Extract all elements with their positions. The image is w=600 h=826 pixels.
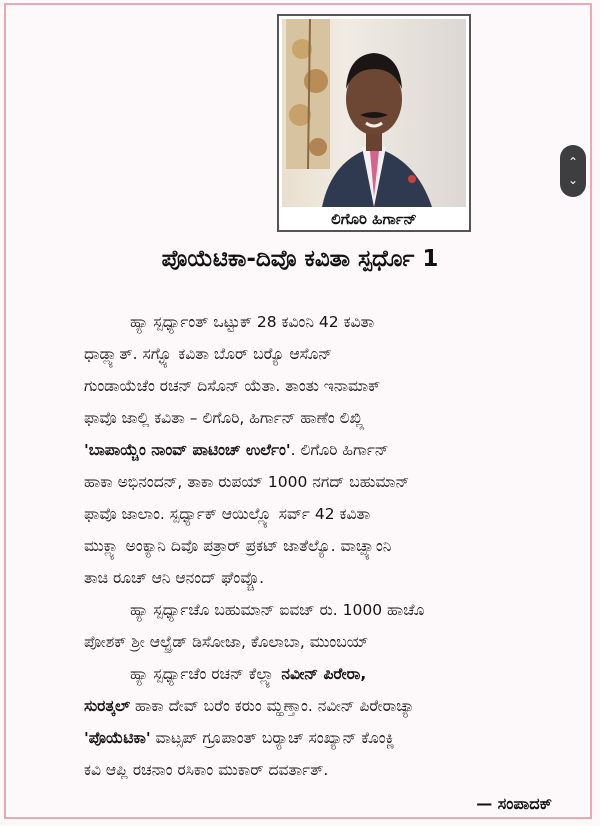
article-headline: ಪೊಯೆಟಿಕಾ-ದಿವೊ ಕವಿತಾ ಸ್ಪರ್ಧೊ 1 xyxy=(161,246,439,272)
article-line xyxy=(84,434,576,466)
body-text: ಹ್ಯಾ ಸ್ಪರ್ಧ್ಯಾಂತ್ ಒಟ್ಟುಕ್ 28 ಕವಿಂನಿ 42 ಕವಿತಾ xyxy=(130,313,375,331)
article-line xyxy=(84,594,576,626)
scroll-control[interactable] xyxy=(560,145,586,197)
body-text: ವಾಟ್ಸಪ್ ಗ್ರೂಪಾಂತ್ ಬರ್‍ಯಾಚ್ ಸಂಖ್ಯಾನ್ ಕೊಂಕ್ಣಿ xyxy=(150,729,396,747)
article-line xyxy=(84,530,576,562)
author-photo-frame xyxy=(277,14,471,232)
chevron-down-icon[interactable]: ⌄ xyxy=(567,173,579,187)
article-line xyxy=(84,338,576,370)
emphasis-text: 'ಬಾಪಾಯ್ಚೆಂ ನಾಂವ್ ಪಾಟಿಂಚ್ ಉರ್ಲೆಂ' xyxy=(84,441,291,459)
body-text: ಧಾಡ್ಲ್ಯಾತ್. ಸಗ್ಳ್ಯೊ ಕವಿತಾ ಬೊರ್ ಬರ್‍ಯೊ ಆಸೊನ್ xyxy=(84,345,332,363)
body-text: ಮುಕ್ಲ್ಯಾ ಅಂಕ್ಯಾನಿ ದಿವೊ ಪತ್ರಾರ್ ಪ್ರಕಟ್ ಜಾತೆಲ್ಯೊ. ವಾಚ್ಪ್ಯಾಂನಿ xyxy=(84,537,392,555)
article-line xyxy=(84,754,576,786)
article-line xyxy=(84,658,576,690)
article-line xyxy=(84,306,576,338)
article-line xyxy=(84,562,576,594)
body-text: ತಾಚಿ ರೂಚ್ ಆನಿ ಆನಂದ್ ಘೆಂವ್ಚೊ. xyxy=(84,569,265,587)
body-text: ಪೋಶಕ್ ಶ್ರೀ ಆಲ್ಫ್ರೆಡ್ ಡಿಸೋಜಾ, ಕೊಲಾಬಾ, ಮುಂಬಯ್ xyxy=(84,633,369,651)
body-text: ಫಾವೊ ಜಾಲ್ಲಿ ಕವಿತಾ – ಲಿಗೊರಿ, ಹಿರ್ಗಾನ್ ಹಾಣೆಂ ಲಿಖ್ಲ್ಲಿ xyxy=(84,409,366,427)
article-line xyxy=(84,466,576,498)
article-line xyxy=(84,690,576,722)
article-body xyxy=(84,306,576,786)
article-line xyxy=(84,498,576,530)
emphasis-text: 'ಪೊಯೆಟಿಕಾ' xyxy=(84,729,151,747)
photo-caption: ಲಿಗೊರಿ ಹಿರ್ಗಾನ್ xyxy=(331,210,417,228)
chevron-up-icon[interactable]: ⌃ xyxy=(567,155,579,169)
emphasis-text: ಸುರತ್ಕಲ್ xyxy=(84,697,131,715)
body-text: . ಲಿಗೊರಿ ಹಿರ್ಗಾನ್ xyxy=(290,441,389,459)
body-text: ಫಾವೊ ಜಾಲಾಂ. ಸ್ಪರ್ಧ್ಯಾಕ್ ಆಯಿಲ್ಲ್ಯೊ ಸರ್ವ್ 42 ಕವಿತಾ xyxy=(84,505,371,523)
body-text: ಹಾಕಾ ಅಭಿನಂದನ್, ತಾಕಾ ರುಪಯ್ 1000 ನಗದ್ ಬಹುಮಾನ್ xyxy=(84,473,410,491)
article-line xyxy=(84,722,576,754)
body-text: ಹ್ಯಾ ಸ್ಪರ್ಧ್ಯಾಚೊ ಬಹುಮಾನ್ ಐವಜ್ ರು. 1000 ಹಾಚೊ xyxy=(130,601,425,619)
editor-signature: — ಸಂಪಾದಕ್ xyxy=(476,794,552,813)
body-text: ಹ್ಯಾ ಸ್ಪರ್ಧ್ಯಾಚೆಂ ರಚನ್ ಕೆಲ್ಲ್ಯಾ xyxy=(130,665,282,683)
body-text: ಹಾಕಾ ದೇವ್ ಬರೆಂ ಕರುಂ ಮ್ಹಣ್ತಾಂ. ನವೀನ್ ಪಿರೇರಾಚ್ಯಾ xyxy=(130,697,415,715)
body-text: ಕವಿ ಆಪ್ಲಿ ರಚನಾಂ ರಸಿಕಾಂ ಮುಕಾರ್ ದವರ್ತಾತ್. xyxy=(84,761,329,779)
article-line xyxy=(84,626,576,658)
author-photo xyxy=(282,19,466,207)
emphasis-text: ನವೀನ್ ಪಿರೇರಾ, xyxy=(281,665,367,683)
article-line xyxy=(84,402,576,434)
article-line xyxy=(84,370,576,402)
body-text: ಗುಂಡಾಯೆಚೆಂ ರಚನ್ ದಿಸೊನ್ ಯೆತಾ. ತಾಂತು ಇನಾಮಾಕ್ xyxy=(84,377,381,395)
